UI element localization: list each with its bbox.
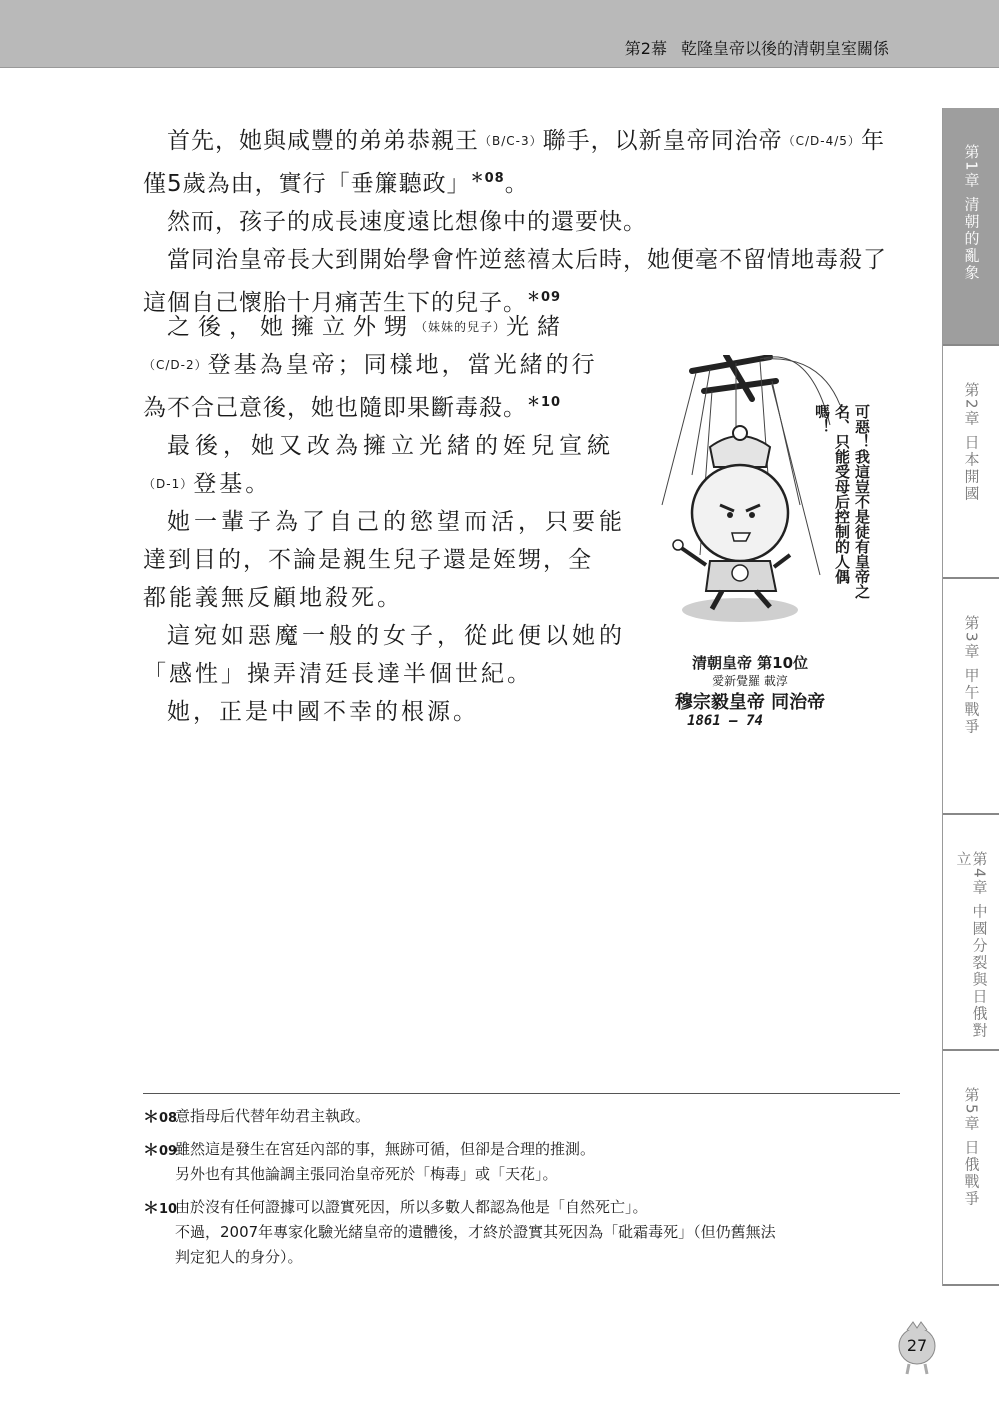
grid-ref: （C/D-2）	[143, 358, 208, 372]
text-segment: 當同治皇帝長大到開始學會忤逆慈禧太后時，她便毫不留情地毒殺了	[167, 247, 887, 273]
chapter-tab-1[interactable]	[943, 108, 999, 346]
footnote-ref: ＊10	[527, 395, 562, 410]
chapter-sidebar	[942, 108, 999, 1286]
grid-ref: （C/D-4/5）	[782, 134, 861, 148]
paragraph-4-line-2	[143, 346, 598, 384]
chapter-tab-4[interactable]	[943, 815, 999, 1051]
speech-bubble-text: 可惡！我這豈不是徒有皇帝之名、只能受母后控制的人偶嗎！	[813, 404, 871, 599]
paragraph-8	[143, 693, 591, 731]
page-number-badge	[895, 1316, 939, 1376]
paragraph-4-line-1	[143, 308, 591, 346]
grid-ref: （B/C-3）	[479, 134, 543, 148]
header-title	[625, 36, 889, 59]
text-segment: 登基。	[193, 471, 272, 497]
body-text-wide	[143, 122, 903, 322]
chapter-tab-label: 第4章 中國分裂與日俄對立	[954, 851, 989, 1040]
footnote-line: 由於沒有任何證據可以證實死因，所以多數人都認為他是「自然死亡」。	[175, 1198, 648, 1216]
body-text-narrow	[143, 308, 626, 731]
text-segment: 她一輩子為了自己的慾望而活，只要能	[167, 509, 626, 535]
caption-title: 穆宗毅皇帝 同治帝	[674, 692, 826, 713]
footnote-ref: ＊09	[527, 290, 562, 305]
puppet-cross-icon	[692, 355, 776, 399]
paragraph-4-line-3	[143, 384, 591, 427]
paragraph-7-line-1	[143, 617, 626, 655]
chapter-tab-label: 第1章 清朝的亂象	[962, 144, 981, 282]
text-segment: 光緒	[506, 314, 569, 340]
footnote-line: 意指母后代替年幼君主執政。	[175, 1107, 371, 1125]
paragraph-6-line-3	[143, 579, 591, 617]
text-segment: 僅5歲為由，實行「垂簾聽政」	[143, 171, 471, 197]
text-segment: 登基為皇帝；同樣地，當光緒的行	[207, 352, 598, 378]
header-chapter-label: 第2幕	[624, 39, 667, 58]
paragraph-1	[143, 122, 903, 203]
footnote-line: 另外也有其他論調主張同治皇帝死於「梅毒」或「天花」。	[175, 1165, 558, 1183]
header-section-title: 乾隆皇帝以後的清朝皇室關係	[680, 39, 889, 58]
text-segment: 為不合己意後，她也隨即果斷毒殺。	[143, 395, 527, 421]
caption-rank: 清朝皇帝 第10位	[691, 654, 809, 672]
paragraph-7-line-2	[143, 655, 591, 693]
footnote-line: 判定犯人的身分）。	[175, 1248, 303, 1266]
annotation: （妹妹的兒子）	[415, 320, 507, 334]
text-segment: 她，正是中國不幸的根源。	[167, 699, 479, 725]
footnote-line: 不過，2007年專家化驗光緒皇帝的遺體後，才終於證實其死因為「砒霜毒死」（但仍舊無法	[175, 1223, 776, 1241]
chapter-tab-5[interactable]	[943, 1051, 999, 1286]
text-segment: 年	[860, 128, 885, 154]
text-segment: 然而，孩子的成長速度遠比想像中的還要快。	[167, 209, 647, 235]
footnote-mark: ＊09	[143, 1140, 178, 1159]
text-segment: 這個自己懷胎十月痛苦生下的兒子。	[143, 290, 527, 316]
paragraph-5-line-2	[143, 465, 591, 503]
text-segment: 聯手，以新皇帝同治帝	[542, 128, 783, 154]
grid-ref: （D-1）	[143, 477, 194, 491]
footnote-ref: ＊08	[470, 171, 505, 186]
text-segment: 首先，她與咸豐的弟弟恭親王	[167, 128, 479, 154]
footnote-10	[143, 1195, 903, 1270]
paragraph-5-line-1	[143, 427, 615, 465]
caption-years: 1861 – 74	[687, 713, 763, 729]
text-segment: 「感性」操弄清廷長達半個世紀。	[143, 661, 533, 687]
caption-name: 愛新覺羅 載淳	[712, 674, 788, 688]
text-segment: 都能義無反顧地殺死。	[143, 585, 403, 611]
text-segment: 達到目的，不論是親生兒子還是姪甥，全	[143, 547, 593, 573]
footnotes	[143, 1104, 903, 1278]
chapter-tab-label: 第2章 日本開國	[962, 382, 981, 503]
emperor-figure-icon	[673, 426, 798, 622]
chapter-tab-label: 第3章 甲午戰爭	[962, 615, 981, 736]
paragraph-2	[143, 203, 903, 241]
page-number: 27	[906, 1336, 928, 1355]
footnote-divider	[143, 1093, 900, 1094]
footnote-line: 雖然這是發生在宮廷內部的事，無跡可循，但卻是合理的推測。	[175, 1140, 596, 1158]
chapter-tab-label: 第5章 日俄戰爭	[962, 1087, 981, 1208]
paragraph-6-line-1	[143, 503, 626, 541]
chapter-tab-2[interactable]	[943, 346, 999, 579]
text-segment: 之後，她擁立外甥	[167, 314, 415, 340]
chapter-tab-3[interactable]	[943, 579, 999, 815]
paragraph-6-line-2	[143, 541, 591, 579]
text-segment: 。	[504, 171, 529, 197]
page-header	[0, 0, 999, 68]
footnote-mark: ＊08	[143, 1107, 178, 1126]
footnote-08	[143, 1104, 903, 1129]
text-segment: 這宛如惡魔一般的女子，從此便以她的	[167, 623, 626, 649]
text-segment: 最後，她又改為擁立光緒的姪兒宣統	[167, 433, 615, 459]
footnote-mark: ＊10	[143, 1198, 178, 1217]
footnote-09	[143, 1137, 903, 1187]
